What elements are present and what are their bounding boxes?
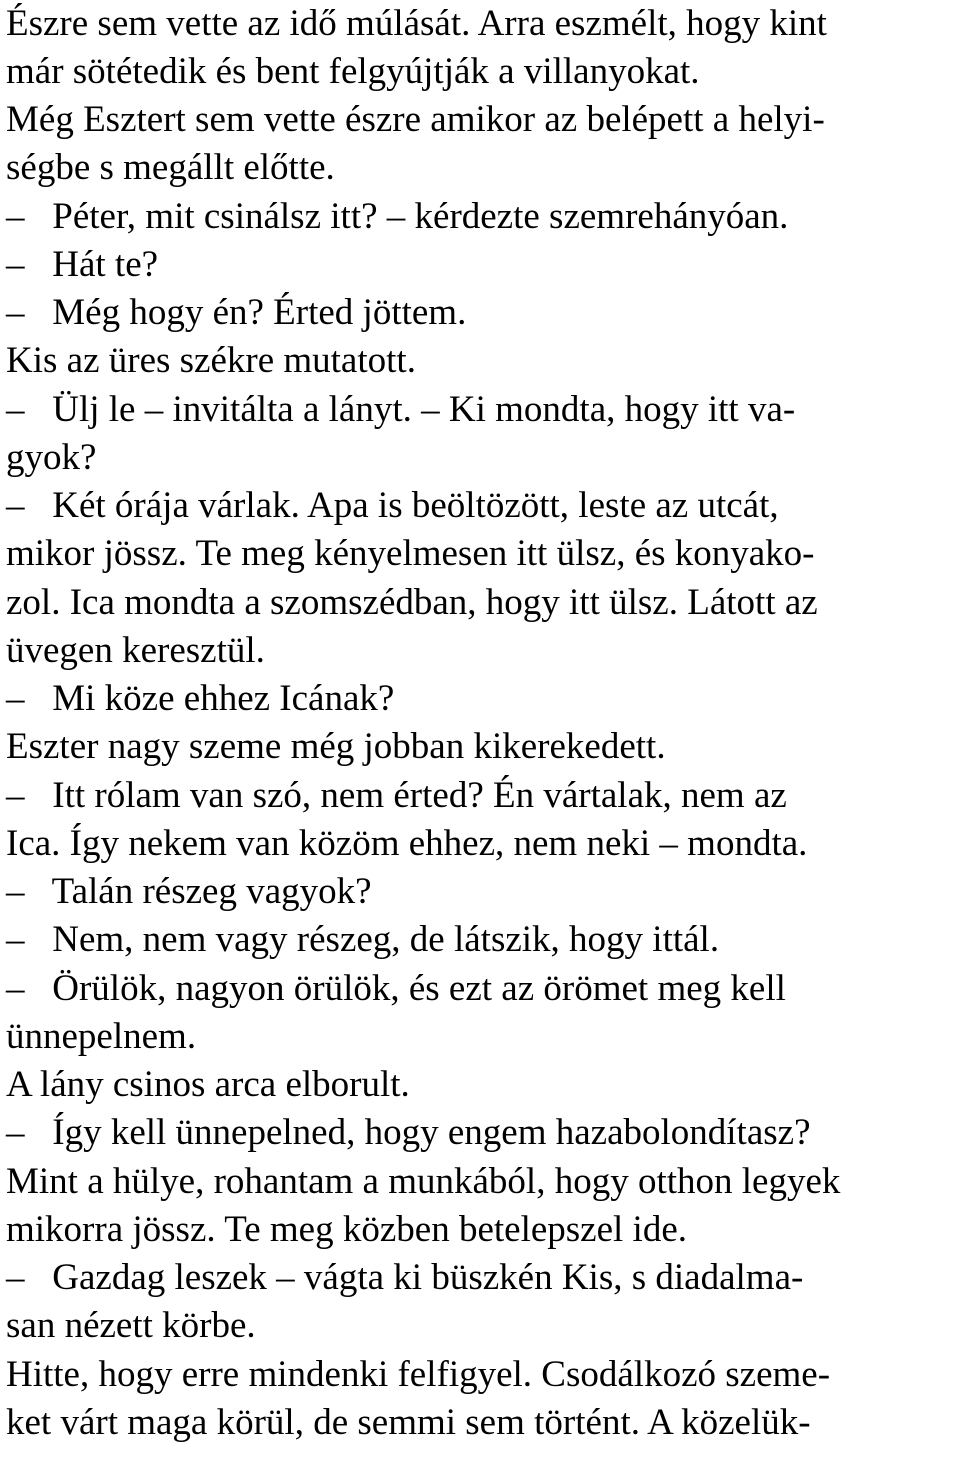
text-line: már sötétedik és bent felgyújtják a villanyokat. [6, 51, 700, 92]
text-line: ségbe s megállt előtte. [6, 147, 335, 188]
text-line: – Két órája várlak. Apa is beöltözött, leste az utcát, [6, 485, 779, 526]
text-line: – Gazdag leszek – vágta ki büszkén Kis, s diadalma- [6, 1257, 804, 1298]
text-line: – Nem, nem vagy részeg, de látszik, hogy ittál. [6, 919, 720, 960]
text-line: A lány csinos arca elborult. [6, 1064, 410, 1105]
text-line: san nézett körbe. [6, 1305, 256, 1346]
text-line: – Hát te? [6, 244, 159, 285]
text-line: – Ülj le – invitálta a lányt. – Ki mondta, hogy itt va- [6, 389, 796, 430]
text-line: Kis az üres székre mutatott. [6, 340, 416, 381]
text-line: mikorra jössz. Te meg közben betelepszel ide. [6, 1209, 687, 1250]
text-line: – Péter, mit csinálsz itt? – kérdezte szemrehányóan. [6, 196, 789, 237]
text-line: ket várt maga körül, de semmi sem történt. A közelük- [6, 1402, 811, 1443]
text-line: Ica. Így nekem van közöm ehhez, nem neki – mondta. [6, 823, 808, 864]
text-line: üvegen keresztül. [6, 630, 265, 671]
text-line: – Mi köze ehhez Icának? [6, 678, 395, 719]
text-line: Eszter nagy szeme még jobban kikerekedett. [6, 726, 666, 767]
text-line: – Így kell ünnepelned, hogy engem hazabolondítasz? [6, 1112, 811, 1153]
text-line: gyok? [6, 437, 97, 478]
text-line: – Még hogy én? Érted jöttem. [6, 292, 467, 333]
text-line: Mint a hülye, rohantam a munkából, hogy otthon legyek [6, 1161, 841, 1202]
text-line: ünnepelnem. [6, 1016, 197, 1057]
text-line: Észre sem vette az idő múlását. Arra eszmélt, hogy kint [6, 3, 827, 44]
text-line: – Örülök, nagyon örülök, és ezt az örömet meg kell [6, 968, 786, 1009]
text-line: Még Esztert sem vette észre amikor az belépett a helyi- [6, 99, 825, 140]
text-line: – Itt rólam van szó, nem érted? Én vártalak, nem az [6, 775, 787, 816]
text-line: Hitte, hogy erre mindenki felfigyel. Csodálkozó szeme- [6, 1354, 831, 1395]
text-line: zol. Ica mondta a szomszédban, hogy itt ülsz. Látott az [6, 582, 818, 623]
text-line: mikor jössz. Te meg kényelmesen itt ülsz, és konyako- [6, 533, 815, 574]
text-line: – Talán részeg vagyok? [6, 871, 372, 912]
